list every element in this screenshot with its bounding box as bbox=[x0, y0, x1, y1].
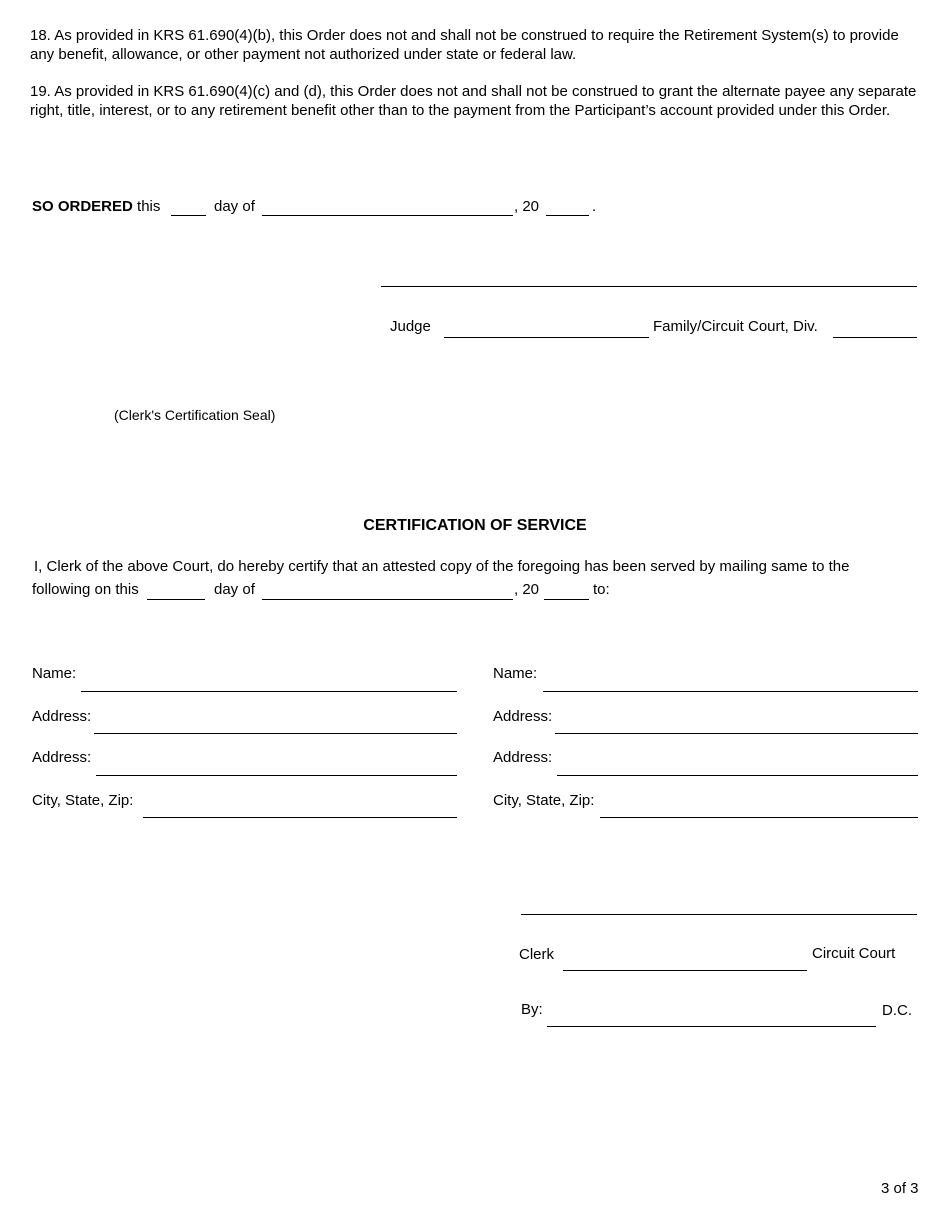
right-city-label: City, State, Zip: bbox=[493, 792, 595, 809]
deputy-clerk-field[interactable] bbox=[547, 1026, 876, 1027]
right-name-field[interactable] bbox=[543, 691, 918, 692]
right-address2-field[interactable] bbox=[557, 775, 918, 776]
so-ordered-period: . bbox=[592, 198, 597, 215]
circuit-court-label: Circuit Court bbox=[812, 945, 896, 962]
judge-signature-line[interactable] bbox=[381, 286, 917, 287]
judge-label: Judge bbox=[390, 318, 431, 335]
division-field[interactable] bbox=[833, 337, 917, 338]
paragraph-18: 18. As provided in KRS 61.690(4)(b), this Order does not and shall not be construed to require the Retirement System(s) to provide any benefit, allowance, or other payment not authorized under state or federal law. bbox=[30, 27, 899, 63]
certification-following: following on this bbox=[32, 581, 139, 598]
paragraph-19: 19. As provided in KRS 61.690(4)(c) and (d), this Order does not and shall not be construed to grant the alternate payee any separate right, title, interest, or to any retirement benefit other than to the payment from the Participant’s account provided under this Order. bbox=[30, 83, 917, 119]
right-address1-label: Address: bbox=[493, 708, 553, 725]
so-ordered-year-field[interactable] bbox=[546, 215, 589, 216]
so-ordered-label: SO ORDERED bbox=[32, 198, 133, 215]
so-ordered-day-of: day of bbox=[214, 198, 255, 215]
certification-day-field[interactable] bbox=[147, 599, 205, 600]
so-ordered-line bbox=[32, 198, 160, 216]
left-address1-label: Address: bbox=[32, 708, 92, 725]
so-ordered-day-field[interactable] bbox=[171, 215, 206, 216]
left-address2-field[interactable] bbox=[96, 775, 457, 776]
right-name-label: Name: bbox=[493, 665, 538, 682]
so-ordered-year-prefix: , 20 bbox=[514, 198, 540, 215]
by-label: By: bbox=[521, 1001, 543, 1018]
certification-year-prefix: , 20 bbox=[514, 581, 540, 598]
court-division-label: Family/Circuit Court, Div. bbox=[653, 318, 818, 335]
dc-label: D.C. bbox=[882, 1002, 912, 1019]
clerk-signature-line[interactable] bbox=[521, 914, 917, 915]
so-ordered-this: this bbox=[137, 198, 161, 215]
left-city-label: City, State, Zip: bbox=[32, 792, 134, 809]
so-ordered-month-field[interactable] bbox=[262, 215, 513, 216]
right-address1-field[interactable] bbox=[555, 733, 918, 734]
certification-to: to: bbox=[593, 581, 610, 598]
left-name-label: Name: bbox=[32, 665, 77, 682]
left-address1-field[interactable] bbox=[94, 733, 457, 734]
certification-day-of: day of bbox=[214, 581, 255, 598]
clerk-name-field[interactable] bbox=[563, 970, 807, 971]
certification-month-field[interactable] bbox=[262, 599, 513, 600]
left-city-field[interactable] bbox=[143, 817, 457, 818]
certification-text-line1: I, Clerk of the above Court, do hereby certify that an attested copy of the foregoing has been served by mailing same to the bbox=[34, 558, 850, 575]
left-name-field[interactable] bbox=[81, 691, 457, 692]
page-number: 3 of 3 bbox=[881, 1180, 919, 1197]
certification-heading: CERTIFICATION OF SERVICE bbox=[363, 517, 587, 534]
clerk-label: Clerk bbox=[519, 946, 555, 963]
right-address2-label: Address: bbox=[493, 749, 553, 766]
left-address2-label: Address: bbox=[32, 749, 92, 766]
clerk-seal-placeholder: (Clerk's Certification Seal) bbox=[114, 407, 276, 423]
certification-year-field[interactable] bbox=[544, 599, 589, 600]
judge-name-field[interactable] bbox=[444, 337, 649, 338]
right-city-field[interactable] bbox=[600, 817, 918, 818]
